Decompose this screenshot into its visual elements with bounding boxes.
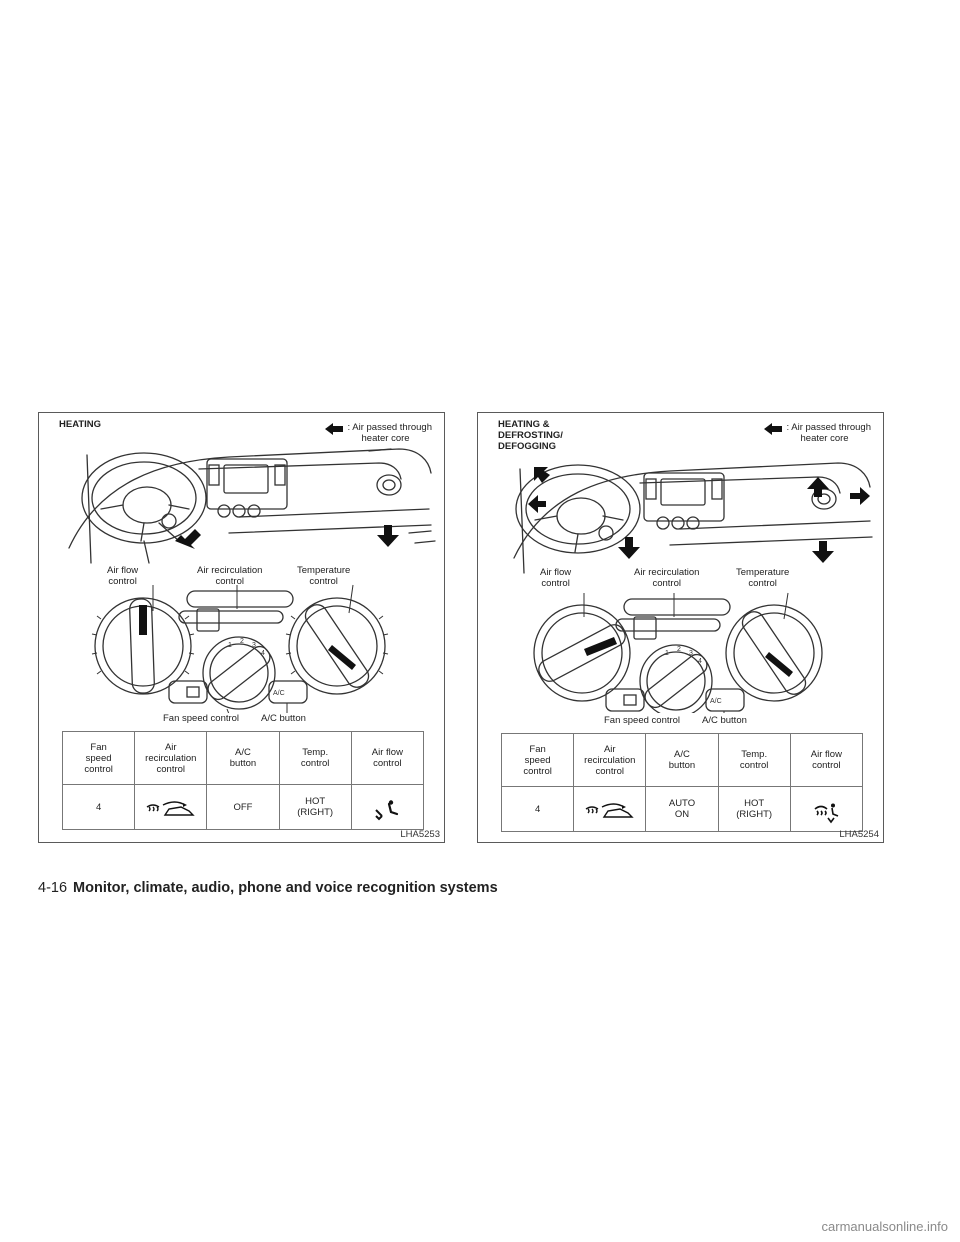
cell-air-flow [790, 787, 862, 832]
cell-fan: 4 [63, 785, 135, 830]
legend-line2: heater core [361, 433, 410, 444]
label-ac-button: A/C button [261, 713, 306, 724]
dashboard-illustration [39, 413, 445, 713]
label-ac-button: A/C button [702, 715, 747, 726]
table-header-row [502, 734, 863, 787]
ac-button-text: A/C [273, 690, 285, 697]
label-air-recirc: Air recirculation control [197, 565, 263, 587]
knob-mark-4: 4 [261, 650, 265, 657]
cell-ac: AUTO ON [646, 787, 718, 832]
knob-mark-2: 2 [240, 638, 244, 645]
cell-temp: HOT (RIGHT) [718, 787, 790, 832]
label-fan-speed: Fan speed control [604, 715, 681, 726]
table-row [502, 787, 863, 832]
legend-line2: heater core [800, 433, 849, 444]
knob-mark-3: 3 [252, 642, 256, 649]
watermark: carmanualsonline.info [821, 1219, 948, 1234]
settings-table [62, 731, 424, 830]
cell-temp: HOT (RIGHT) [279, 785, 351, 830]
label-air-recirc: Air recirculation control [634, 567, 700, 589]
knob-mark-4: 4 [698, 658, 702, 665]
legend-line1: : Air passed through [786, 422, 871, 433]
defrost-and-outside-air-icon [145, 801, 197, 821]
header-fan: Fan speed control [502, 734, 574, 787]
page-footer [38, 880, 498, 896]
header-air-flow: Air flow control [790, 734, 862, 787]
label-fan-speed: Fan speed control [163, 713, 240, 724]
dashboard-illustration [478, 413, 884, 713]
header-temp: Temp. control [718, 734, 790, 787]
header-fan: Fan speed control [63, 732, 135, 785]
knob-mark-3: 3 [689, 650, 693, 657]
figure-code: LHA5254 [839, 829, 879, 840]
label-temperature: Temperature control [736, 567, 790, 589]
ac-button-text: A/C [710, 698, 722, 705]
header-ac: A/C button [646, 734, 718, 787]
header-temp: Temp. control [279, 732, 351, 785]
label-air-flow: Air flow control [107, 565, 139, 587]
cell-air-recirc [135, 785, 207, 830]
header-air-recirc: Air recirculation control [135, 732, 207, 785]
figure-title: HEATING & DEFROSTING/ DEFOGGING [498, 419, 563, 452]
header-air-recirc: Air recirculation control [574, 734, 646, 787]
table-row [63, 785, 424, 830]
page-number: 4-16 [38, 880, 68, 896]
cell-ac: OFF [207, 785, 279, 830]
settings-table [501, 733, 863, 832]
foot-vent-icon [373, 800, 401, 822]
section-title: Monitor, climate, audio, phone and voice recognition systems [73, 880, 498, 896]
label-air-flow: Air flow control [540, 567, 572, 589]
figure-heating-defrosting [477, 412, 884, 843]
defrost-and-outside-air-icon [584, 803, 636, 823]
table-header-row [63, 732, 424, 785]
figure-title: HEATING [59, 419, 102, 430]
knob-mark-1: 1 [228, 642, 232, 649]
knob-mark-1: 1 [665, 650, 669, 657]
label-temperature: Temperature control [297, 565, 351, 587]
header-ac: A/C button [207, 732, 279, 785]
cell-fan: 4 [502, 787, 574, 832]
header-air-flow: Air flow control [351, 732, 423, 785]
defrost-foot-vent-icon [812, 802, 840, 824]
cell-air-recirc [574, 787, 646, 832]
figure-heating [38, 412, 445, 843]
legend-line1: : Air passed through [347, 422, 432, 433]
figure-code: LHA5253 [400, 829, 440, 840]
knob-mark-2: 2 [677, 646, 681, 653]
cell-air-flow [351, 785, 423, 830]
